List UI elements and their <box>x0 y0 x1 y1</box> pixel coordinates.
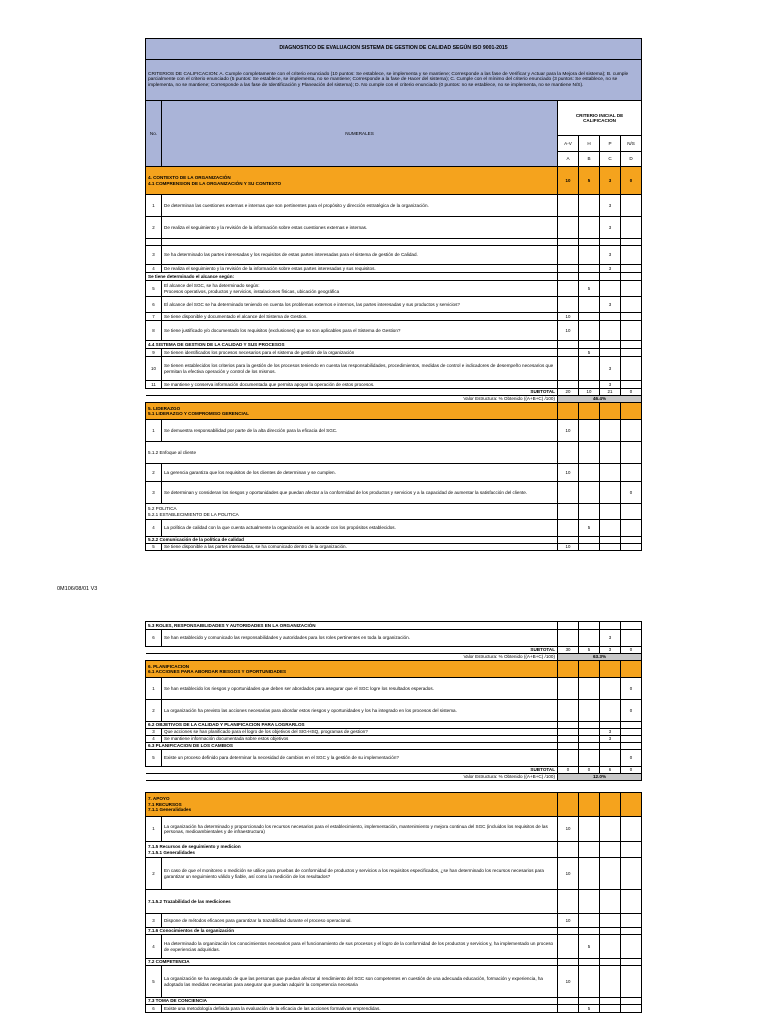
evaluation-table-part2 <box>145 621 642 1013</box>
subheading: 7.1.5.2 Trazabilidad de las mediciones <box>146 890 558 914</box>
row-number: 2 <box>146 464 162 482</box>
valor-percent: 46.4% <box>558 396 642 403</box>
valor-row <box>146 774 642 781</box>
section-row <box>146 661 642 678</box>
subheading-row <box>146 341 642 349</box>
table-row <box>146 729 642 736</box>
row-number: 7 <box>146 313 162 321</box>
valor-label: Valor Estructura: % Obtenido ((A+B+C) /100) <box>162 654 558 661</box>
score: 3 <box>600 381 621 389</box>
section-title: 7. APOYO 7.1 RECURSOS 7.1.1 Generalidades <box>146 793 558 817</box>
col-letter-c: C <box>600 152 621 167</box>
valor-percent: 63.3% <box>558 654 642 661</box>
score: 5 <box>579 1005 600 1013</box>
section-row <box>146 403 642 420</box>
row-number: 5 <box>146 281 162 297</box>
row-text: Se han establecido los riesgos y oportunidades que deben ser abordados para asegurar que el SGC logre los resultados esperados. <box>162 678 558 700</box>
table-row <box>146 381 642 389</box>
row-text: Existe una metodología definida para la evaluación de la eficacia de las acciones formativas emprendidas. <box>162 1005 558 1013</box>
score: 3 <box>600 195 621 217</box>
row-number: 1 <box>146 678 162 700</box>
subheading: 4.4 SISTEMA DE GESTION DE LA CALIDAD Y SUS PROCESOS <box>146 341 558 349</box>
score: 3 <box>600 297 621 313</box>
subheading-row <box>146 743 642 750</box>
row-text: Se tienen establecidos los criterios para la gestión de los procesos teniendo en cuenta las responsabilidades, procedimientos, medidas de control e indicadores de desempeño necesarios que permitan la efectiva operación y control de los mismos. <box>162 357 558 381</box>
subheading: 7.3 TOMA DE CONCIENCIA <box>146 998 558 1005</box>
subheading-row <box>146 622 642 630</box>
score: 0 <box>621 482 642 504</box>
document-title: DIAGNOSTICO DE EVALUACION SISTEMA DE GESTION DE CALIDAD SEGÚN ISO 9001-2015 <box>146 39 642 60</box>
table-row <box>146 464 642 482</box>
score: 10 <box>558 544 579 551</box>
score: 10 <box>558 464 579 482</box>
valor-percent: 12.0% <box>558 774 642 781</box>
row-number: 3 <box>146 482 162 504</box>
score: 10 <box>558 966 579 998</box>
row-number: 6 <box>146 297 162 313</box>
document-code: 0M106/08/01 V3 <box>57 586 98 592</box>
valor-row <box>146 654 642 661</box>
table-row <box>146 520 642 537</box>
subtotal-a: 0 <box>558 767 579 774</box>
score: 3 <box>600 736 621 743</box>
table-row <box>146 914 642 928</box>
row-text: Se mantiene información documentada sobre estos objetivos <box>162 736 558 743</box>
subheading-row <box>146 504 642 520</box>
row-number: 8 <box>146 321 162 341</box>
table-row <box>146 349 642 357</box>
evaluation-table-part1 <box>145 38 642 551</box>
score: 3 <box>600 630 621 647</box>
table-row <box>146 195 642 217</box>
row-text: De determinan las cuestiones externas e internas que son pertinentes para el propósito y dirección estratégica de la organización. <box>162 195 558 217</box>
subheading: 5.2 POLITICA 5.2.1 ESTABLECIMIENTO DE LA POLITICA <box>146 504 558 520</box>
table-row <box>146 544 642 551</box>
section-row <box>146 793 642 817</box>
score: 3 <box>600 729 621 736</box>
subtotal-c: 3 <box>600 647 621 654</box>
section-title: 5. LIDERAZGO 5.1 LIDERAZGO Y COMPROMISO GERENCIAL <box>146 403 558 420</box>
col-ns: N/S <box>621 136 642 152</box>
table-row <box>146 265 642 273</box>
subheading: 7.2 COMPETENCIA <box>146 959 558 966</box>
subtotal-row <box>146 767 642 774</box>
subheading: Se tiene determinado el alcance según: <box>146 273 558 281</box>
subtotal-d: 0 <box>621 389 642 396</box>
row-text: Se ha determinado las partes interesadas y los requisitos de estas partes interesadas para el sistema de gestión de Calidad. <box>162 246 558 265</box>
table-row <box>146 736 642 743</box>
subtotal-a: 20 <box>558 389 579 396</box>
row-number: 4 <box>146 736 162 743</box>
table-row <box>146 321 642 341</box>
score: 5 <box>579 520 600 537</box>
title-row <box>146 39 642 60</box>
table-row <box>146 217 642 239</box>
score: 10 <box>558 858 579 890</box>
valor-label: Valor Estructura: % Obtenido ((A+B+C) /100) <box>162 396 558 403</box>
row-text: Se han establecido y comunicado las responsabilidades y autoridades para los roles pertinentes en toda la organización. <box>162 630 558 647</box>
table-row <box>146 297 642 313</box>
row-number: 1 <box>146 817 162 842</box>
subtotal-c: 21 <box>600 389 621 396</box>
table-row <box>146 678 642 700</box>
row-number: 5 <box>146 750 162 767</box>
score: 5 <box>579 935 600 959</box>
row-text: El alcance del SGC, se ha determinado según: Procesos operativos, productos y servicios, instalaciones físicas, ubicación geográfica <box>162 281 558 297</box>
score: 5 <box>579 281 600 297</box>
subtotal-a: 30 <box>558 647 579 654</box>
row-text: Existe un proceso definido para determinar la necesidad de cambios en el SGC y la gestión de su implementación? <box>162 750 558 767</box>
score: 10 <box>558 313 579 321</box>
col-letter-a: A <box>558 152 579 167</box>
row-text: Ha determinado la organización los conocimientos necesarios para el funcionamiento de sus procesos y el logro de la conformidad de los productos y servicios y, ha implementado un proceso de experiencias adquiridas. <box>162 935 558 959</box>
subheading: 6.2 OBJETIVOS DE LA CALIDAD Y PLANIFICACION PARA LOGRARLOS <box>146 722 558 729</box>
subtotal-d: 0 <box>621 647 642 654</box>
table-row <box>146 858 642 890</box>
row-number: 2 <box>146 858 162 890</box>
score: 3 <box>600 357 621 381</box>
row-number: 2 <box>146 217 162 239</box>
row-number: 3 <box>146 246 162 265</box>
value-a: 10 <box>558 167 579 195</box>
score: 3 <box>600 246 621 265</box>
subheading: 5.2.2 Comunicación de la política de calidad <box>146 537 558 544</box>
subheading: 7.1.6 Conocimientos de la organización <box>146 928 558 935</box>
subheading-row <box>146 928 642 935</box>
table-row <box>146 750 642 767</box>
table-row <box>146 966 642 998</box>
row-text: Se tienen identificados los procesos necesarios para el sistema de gestión de la organización <box>162 349 558 357</box>
score: 10 <box>558 914 579 928</box>
row-text: Se demuestra responsabilidad por parte de la alta dirección para la eficacia del SGC. <box>162 420 558 442</box>
row-number: 9 <box>146 349 162 357</box>
row-text: Que acciones se han planificado para el logro de los objetivos del SIG-HSQ, programas de gestion? <box>162 729 558 736</box>
subtotal-c: 6 <box>600 767 621 774</box>
row-text: Se tiene justificado y/o documentado los requisitos (exclusiones) que no son aplicables para el Sistema de Gestion? <box>162 321 558 341</box>
table-row <box>146 482 642 504</box>
row-text: Se tiene disponible y documentado el alcance del Sistema de Gestion. <box>162 313 558 321</box>
row-text: La organización ha determinado y proporcionado los recursos necesarios para el establecimiento, implementación, mantenimiento y mejora continua del SGC (incluidos los requisitos de las personas, medioambientales y de infraestructura) <box>162 817 558 842</box>
value-c: 3 <box>600 167 621 195</box>
subtotal-label: SUBTOTAL <box>162 647 558 654</box>
subheading: 6.3 PLANIFICACION DE LOS CAMBIOS <box>146 743 558 750</box>
col-h: H <box>579 136 600 152</box>
subtotal-row <box>146 389 642 396</box>
table-row <box>146 313 642 321</box>
row-number: 5 <box>146 966 162 998</box>
row-text: La política de calidad con la que cuenta actualmente la organización es la acorde con los propósitos establecidos. <box>162 520 558 537</box>
row-number: 1 <box>146 195 162 217</box>
section-title: 4. CONTEXTO DE LA ORGANIZACIÓN 4.1 COMPRENSION DE LA ORGANIZACIÓN Y SU CONTEXTO <box>146 167 558 195</box>
score: 3 <box>600 217 621 239</box>
row-number: 6 <box>146 1005 162 1013</box>
row-text: La organización se ha asegurado de que las personas que puedan afectar al rendimiento del SGC son competentes en cuestión de una adecuada educación, formación y experiencia, ha adoptado las medidas necesarias para asegurar que puedan adquirir la competencia necesaria <box>162 966 558 998</box>
row-number: 4 <box>146 265 162 273</box>
score: 5 <box>579 349 600 357</box>
subtotal-row <box>146 647 642 654</box>
col-letter-d: D <box>621 152 642 167</box>
row-number: 4 <box>146 520 162 537</box>
row-number: 3 <box>146 729 162 736</box>
col-letter-b: B <box>579 152 600 167</box>
subheading-row <box>146 890 642 914</box>
criterio-header: CRITERIO INICIAL DE CALIFICACION <box>558 101 642 136</box>
subheading-row <box>146 273 642 281</box>
score: 10 <box>558 321 579 341</box>
no-header: No. <box>146 101 162 167</box>
row-text: Se determinan y consideran los riesgos y oportunidades que puedan afectar a la conformidad de los productos y servicios y a la capacidad de aumentar la satisfacción del cliente. <box>162 482 558 504</box>
table-row <box>146 420 642 442</box>
subtotal-b: 5 <box>579 647 600 654</box>
score: 10 <box>558 817 579 842</box>
numerales-header: NUMERALES <box>162 101 558 167</box>
valor-row <box>146 396 642 403</box>
score: 3 <box>600 265 621 273</box>
subheading-row <box>146 842 642 858</box>
subheading-row <box>146 442 642 464</box>
score: 0 <box>621 678 642 700</box>
subtotal-label: SUBTOTAL <box>162 767 558 774</box>
table-row <box>146 700 642 722</box>
row-number: 5 <box>146 544 162 551</box>
row-number: 3 <box>146 914 162 928</box>
subheading-row <box>146 537 642 544</box>
score: 10 <box>558 420 579 442</box>
score: 0 <box>621 750 642 767</box>
value-b: 5 <box>579 167 600 195</box>
valor-label: Valor Estructura: % Obtenido ((A+B+C) /100) <box>162 774 558 781</box>
table-row <box>146 246 642 265</box>
row-number: 11 <box>146 381 162 389</box>
table-row <box>146 935 642 959</box>
score: 0 <box>621 700 642 722</box>
subheading-row <box>146 998 642 1005</box>
value-d: 0 <box>621 167 642 195</box>
subheading: 5.3 ROLES, RESPONSABILIDADES Y AUTORIDADES EN LA ORGANIZACIÓN <box>146 622 558 630</box>
row-text: En caso de que el monitoreo o medición se utilice para pruebas de conformidad de productos y servicios a los requisitos especificados, ¿se han determinado los recursos necesarios para garantizar un seguimiento válido y fiable, así como la medición de los resultados? <box>162 858 558 890</box>
col-av: A-V <box>558 136 579 152</box>
section-title: 6. PLANIFICACION 6.1 ACCIONES PARA ABORDAR RIESGOS Y OPORTUNIDADES <box>146 661 558 678</box>
criteria-row <box>146 60 642 101</box>
row-number: 4 <box>146 935 162 959</box>
row-text: De realiza el seguimiento y la revisión de la información sobre estas partes interesadas y sus requisitos. <box>162 265 558 273</box>
section-row <box>146 167 642 195</box>
subtotal-label: SUBTOTAL <box>162 389 558 396</box>
subtotal-b: 0 <box>579 767 600 774</box>
table-row <box>146 630 642 647</box>
subtotal-d: 0 <box>621 767 642 774</box>
subtotal-b: 10 <box>579 389 600 396</box>
table-row <box>146 281 642 297</box>
table-row <box>146 1005 642 1013</box>
row-text: De realiza el seguimiento y la revisión de la información sobre estas cuestiones externas e internas. <box>162 217 558 239</box>
row-number: 2 <box>146 700 162 722</box>
table-row <box>146 817 642 842</box>
criteria-text: CRITERIOS DE CALIFICACION: A. Cumple completamente con el criterio enunciado (10 puntos: Se establece, se implementa y se mantiene; Corresponde a las fase de Verificar y Actuar para la Mejora del sistema); B. cumple parcialmente con el criterio enunciado (5 puntos: Se establece, se implementa, no se mantiene; Corresponde a la fase de Hacer del sistema); C. Cumple con el mínimo del criterio enunciado (3 puntos: Se establece, no se implementa, no se mantiene; Corresponde a las fase de Identificación y Planeación del sistema); D. No cumple con el criterio enunciado (0 puntos: no se establece, no se implementa, no se mantiene N/S). <box>146 60 642 101</box>
row-number: 1 <box>146 420 162 442</box>
subheading-row <box>146 959 642 966</box>
subheading: 5.1.2 Enfoque al cliente <box>146 442 558 464</box>
row-number: 10 <box>146 357 162 381</box>
col-p: P <box>600 136 621 152</box>
subheading-row <box>146 722 642 729</box>
row-text: Se mantiene y conserva información documentada que permita apoyar la operación de estos procesos. <box>162 381 558 389</box>
row-number: 6 <box>146 630 162 647</box>
row-text: La gerencia garantiza que los requisitos de los clientes de determinan y se cumplen. <box>162 464 558 482</box>
row-text: La organización ha previsto las acciones necesarias para abordar estos riesgos y oportunidades y los ha integrado en los procesos del sistema. <box>162 700 558 722</box>
row-text: Dispone de métodos eficaces para garantizar la trazabilidad durante el proceso operacional. <box>162 914 558 928</box>
subheading: 7.1.5 Recursos de seguimiento y medicion 7.1.5.1 Generalidades <box>146 842 558 858</box>
table-row <box>146 357 642 381</box>
row-text: El alcance del SGC se ha determinado teniendo en cuenta los problemas externos e internos, las partes interesadas y sus productos y servicios? <box>162 297 558 313</box>
row-text: Se tiene disponible a las partes interesadas, se ha comunicado dentro de la organización. <box>162 544 558 551</box>
